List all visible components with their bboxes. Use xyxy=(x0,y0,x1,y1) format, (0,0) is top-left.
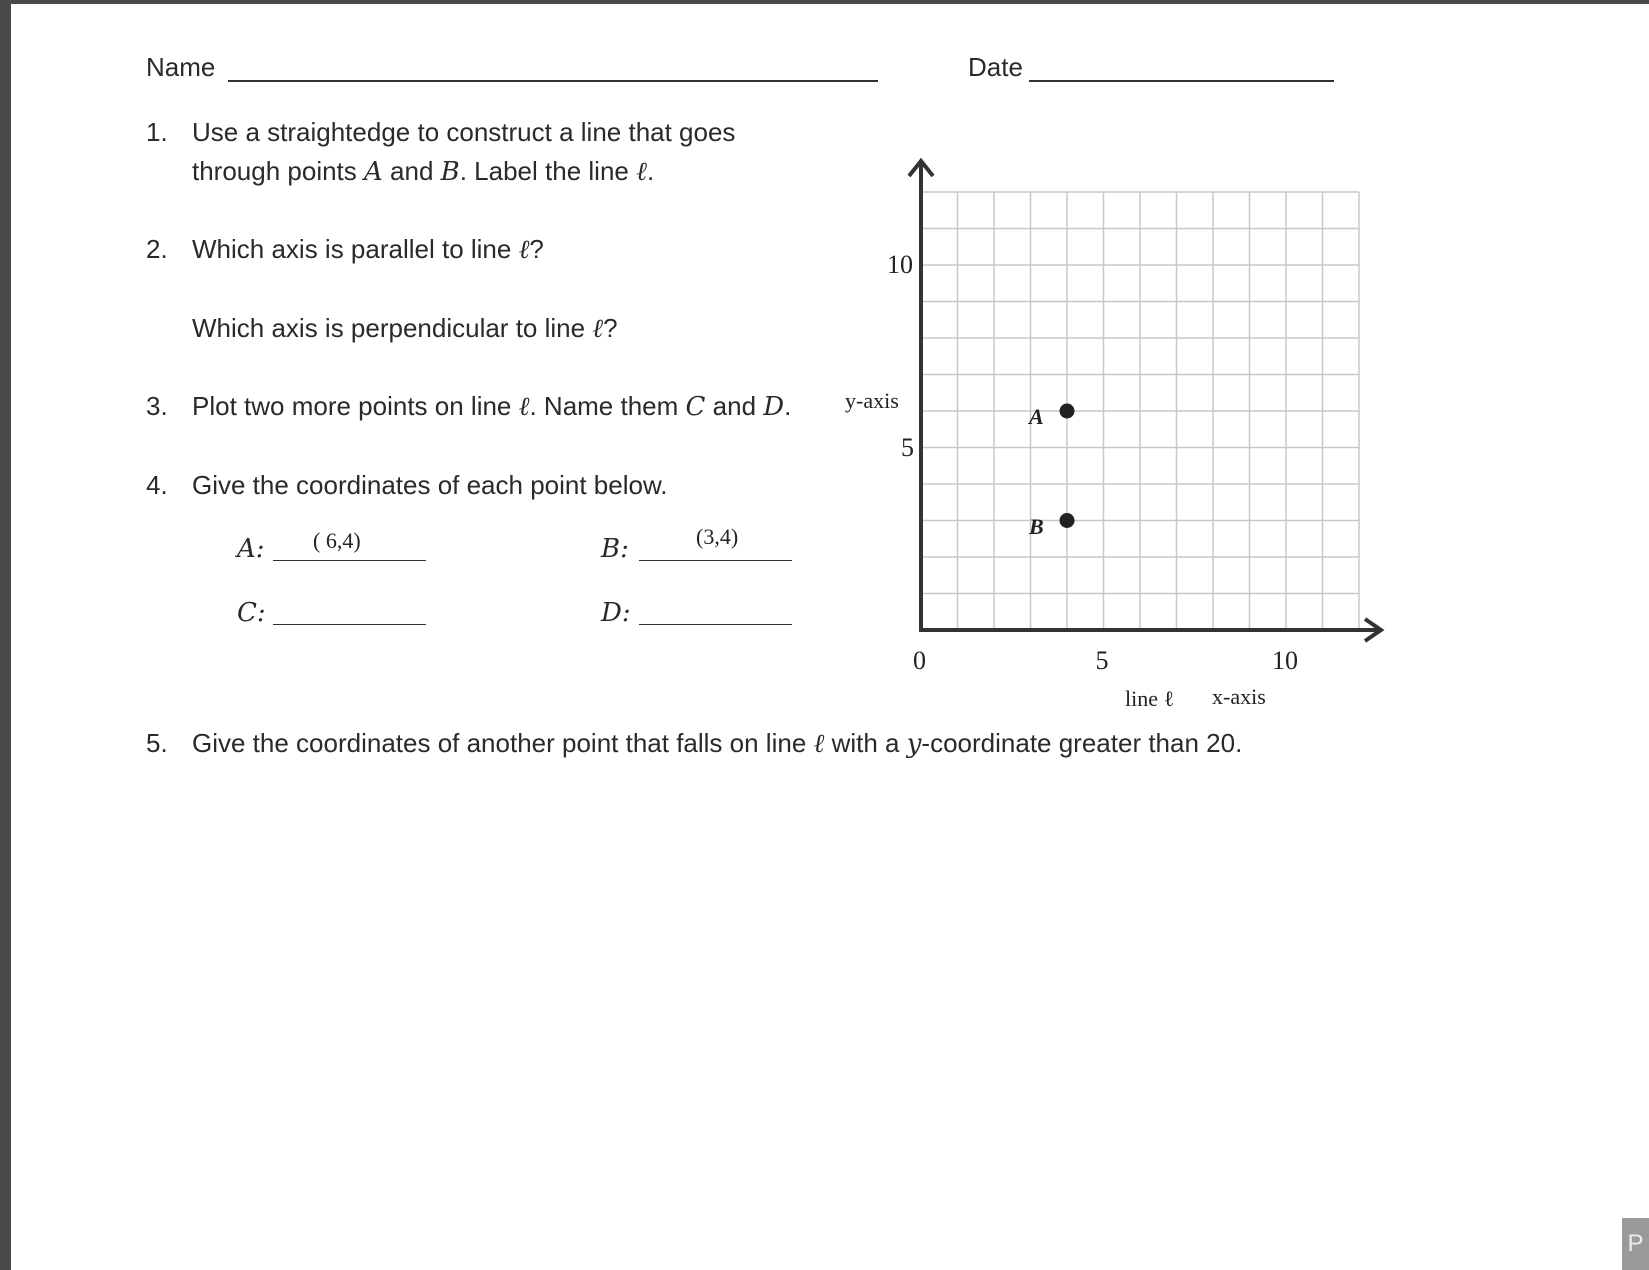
x-axis-arrow-icon xyxy=(1365,619,1381,641)
q2-part1: Which axis is parallel to line ℓ? xyxy=(192,234,544,265)
q4-number: 4. xyxy=(146,470,168,500)
blank-c-line[interactable] xyxy=(273,624,426,625)
q1-line2: through points A and B. Label the line ℓ. xyxy=(192,156,655,187)
point-a-label: A xyxy=(1029,404,1044,429)
blank-a-answer: ( 6,4) xyxy=(313,528,361,553)
x-axis-label: x-axis xyxy=(1212,684,1266,709)
q2-number: 2. xyxy=(146,234,168,264)
coordinate-grid xyxy=(11,4,1649,1270)
q5-text: Give the coordinates of another point that falls on line ℓ with a y-coordinate greater than 20. xyxy=(192,728,1243,759)
x-tick-10: 10 xyxy=(1272,646,1298,675)
name-field-line[interactable] xyxy=(228,80,878,82)
y-axis-label: y-axis xyxy=(845,388,899,413)
line-l-annotation: line ℓ xyxy=(1125,686,1175,711)
q3-text: Plot two more points on line ℓ. Name them C and D. xyxy=(192,391,792,422)
y-tick-5: 5 xyxy=(901,432,914,462)
q4-text: Give the coordinates of each point below. xyxy=(192,470,668,500)
q5-number: 5. xyxy=(146,728,168,758)
scroll-page-tab[interactable]: P xyxy=(1622,1218,1649,1270)
point-b xyxy=(1060,513,1075,528)
point-a xyxy=(1060,404,1075,419)
q1-line1: Use a straightedge to construct a line that goes xyxy=(192,117,736,147)
point-b-label: B xyxy=(1029,513,1044,539)
axes xyxy=(909,161,1381,641)
blank-d-label: D: xyxy=(601,598,631,628)
date-field-line[interactable] xyxy=(1029,80,1334,82)
y-tick-10: 10 xyxy=(887,250,913,279)
blank-b-label: B: xyxy=(601,534,629,564)
x-tick-0: 0 xyxy=(913,646,926,675)
blank-a-line[interactable] xyxy=(273,560,426,561)
y-axis-arrow-icon xyxy=(909,161,933,176)
grid-lines xyxy=(921,192,1359,630)
blank-d-line[interactable] xyxy=(639,624,792,625)
q2-part2: Which axis is perpendicular to line ℓ? xyxy=(192,313,618,344)
x-tick-5: 5 xyxy=(1095,646,1109,675)
blank-a-label: A: xyxy=(237,534,265,564)
blank-b-answer: (3,4) xyxy=(696,524,739,549)
data-points xyxy=(1060,404,1075,529)
q3-number: 3. xyxy=(146,391,168,421)
worksheet-page xyxy=(11,4,1649,1270)
name-label: Name xyxy=(146,52,216,82)
blank-b-line[interactable] xyxy=(639,560,792,561)
blank-c-label: C: xyxy=(237,598,266,628)
q1-number: 1. xyxy=(146,117,168,147)
date-label: Date xyxy=(968,52,1023,82)
